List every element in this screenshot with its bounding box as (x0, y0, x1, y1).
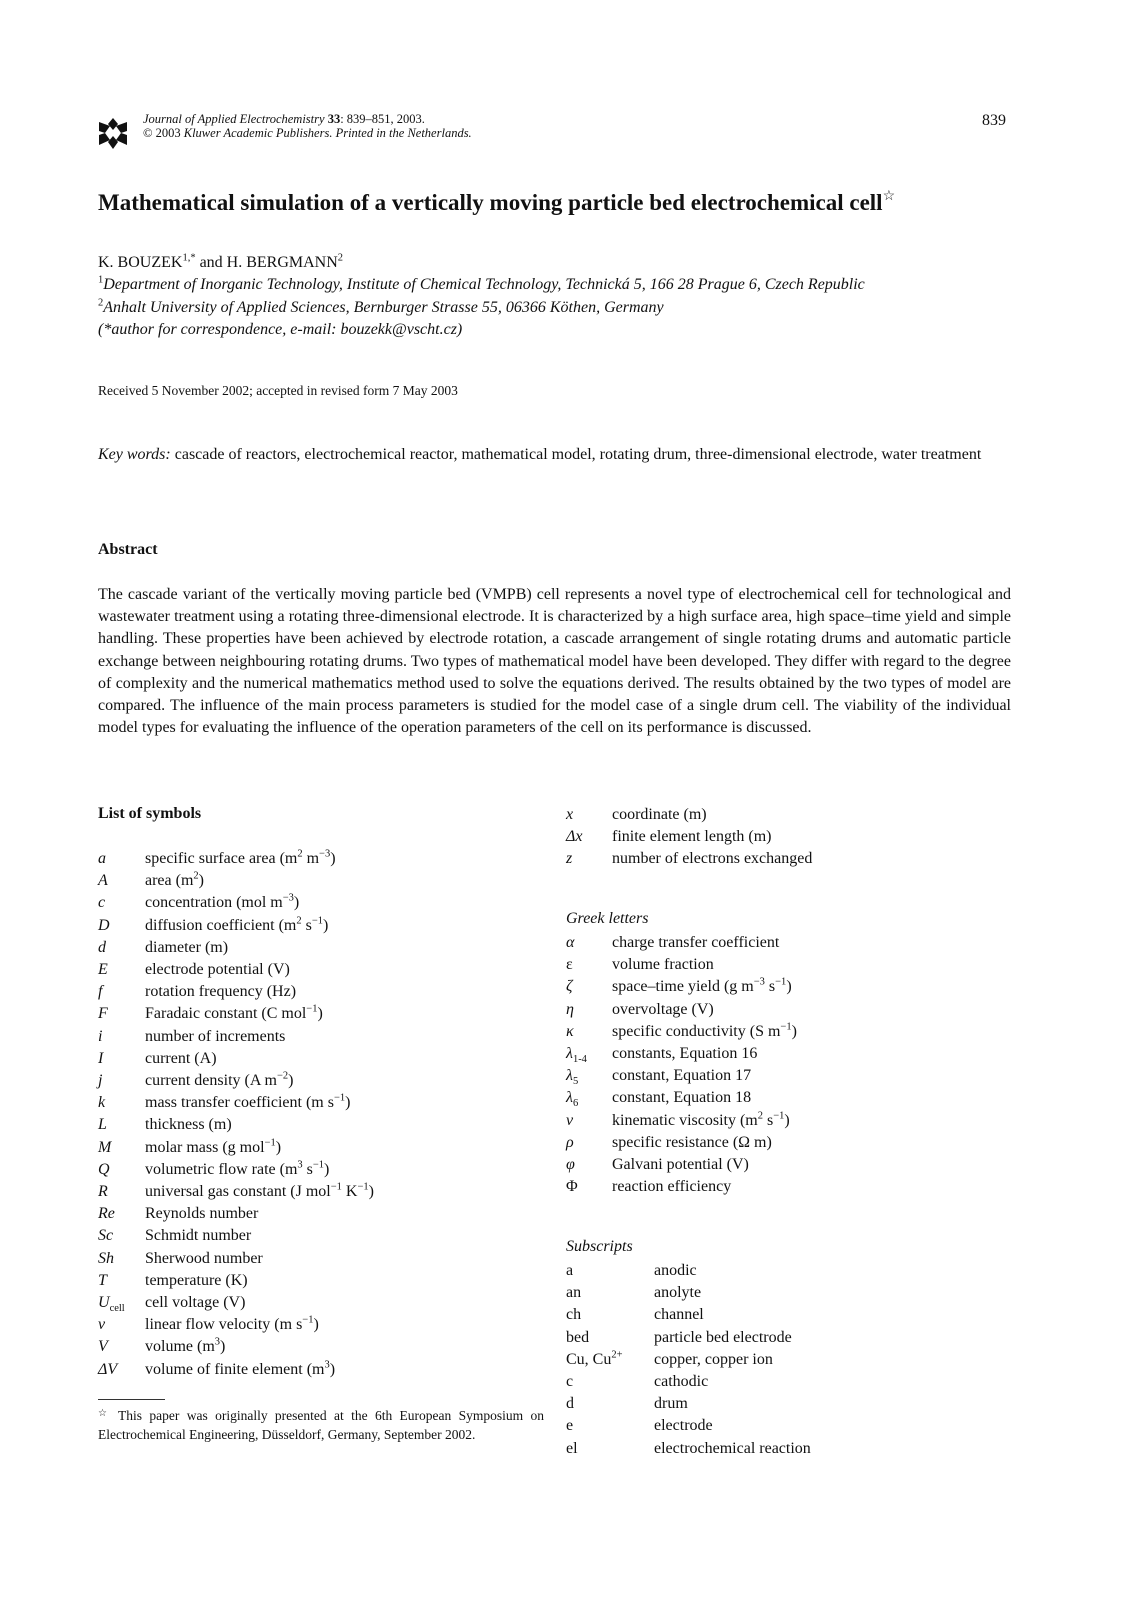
symbol-description: Galvani potential (V) (612, 1156, 749, 1174)
list-item (566, 999, 797, 1021)
symbol: ΔV (98, 1360, 118, 1378)
symbol: L (98, 1116, 107, 1134)
symbol-description (145, 1092, 350, 1114)
desc-text: current density (A m (145, 1072, 277, 1090)
desc-text: ) (317, 1005, 323, 1023)
keywords-text: cascade of reactors, electrochemical reactor, mathematical model, rotating drum, three-dimensional electrode, water treatment (170, 446, 982, 463)
symbol-sub: 6 (572, 1098, 579, 1110)
author-line (98, 252, 343, 274)
desc-sup: 2 (193, 870, 199, 882)
symbol: A (98, 872, 108, 890)
desc-text: K (341, 1183, 358, 1201)
journal-citation (143, 112, 472, 140)
list-item (98, 1114, 374, 1136)
greek-letters-list (566, 932, 797, 1198)
desc-sup: −1 (773, 1110, 785, 1122)
symbol-description: thickness (m) (145, 1116, 232, 1134)
affiliation-2-marker: 2 (98, 297, 104, 309)
desc-text: Faradaic constant (C mol (145, 1005, 307, 1023)
desc-text: s (302, 1160, 313, 1178)
desc-sup: −1 (312, 1159, 325, 1171)
list-item (98, 1092, 374, 1114)
symbol-sub: 1-4 (572, 1054, 587, 1066)
copyright-year: © 2003 (143, 126, 181, 140)
desc-text: ) (198, 872, 204, 890)
symbol: E (98, 961, 108, 979)
list-item (566, 954, 797, 976)
list-item (98, 937, 374, 959)
journal-name: Journal of Applied Electrochemistry (143, 112, 325, 126)
desc-text: m (302, 850, 320, 867)
symbol-description: anolyte (654, 1284, 702, 1302)
list-item (98, 1159, 374, 1181)
affiliation-2 (98, 297, 1011, 320)
symbol-description: electrochemical reaction (654, 1439, 811, 1457)
symbol-description: charge transfer coefficient (612, 934, 780, 951)
symbol: j (98, 1072, 103, 1090)
symbol-sub: 5 (572, 1076, 579, 1088)
desc-text: ) (288, 1072, 294, 1090)
symbol-base: λ (566, 1045, 573, 1063)
desc-sup: −1 (264, 1137, 276, 1149)
desc-sup: −1 (302, 1314, 314, 1326)
symbol-description (145, 1159, 329, 1181)
symbol: ε (566, 956, 573, 974)
keywords (98, 444, 1011, 467)
list-item (566, 1087, 797, 1109)
symbol-description: Reynolds number (145, 1205, 259, 1223)
symbol-description: specific resistance (Ω m) (612, 1133, 772, 1151)
list-item (98, 1026, 374, 1048)
desc-sup: −1 (780, 1021, 792, 1033)
list-item (566, 804, 812, 826)
desc-text: ) (330, 850, 336, 867)
symbol-description (145, 1314, 319, 1336)
list-item (566, 1176, 797, 1198)
author-and: and (195, 254, 227, 271)
symbol-description: current (A) (145, 1049, 217, 1067)
desc-text: ) (786, 978, 792, 996)
symbol-description (145, 1070, 293, 1092)
symbol: d (566, 1395, 574, 1413)
subscripts-heading: Subscripts (566, 1238, 633, 1255)
list-item (566, 1327, 811, 1349)
symbol: bed (566, 1328, 590, 1346)
author-1-marker: 1,* (182, 252, 196, 264)
desc-sup: 2 (757, 1110, 763, 1122)
symbol-description: number of increments (145, 1027, 286, 1045)
symbol (566, 1087, 612, 1109)
list-item (566, 1110, 797, 1132)
symbol-list-column-2 (566, 804, 812, 871)
symbol: α (566, 934, 575, 951)
symbol-description (145, 915, 328, 937)
symbol-base: λ (566, 1067, 573, 1085)
list-item (566, 1043, 797, 1065)
desc-sup: −1 (357, 1181, 369, 1193)
desc-sup: −3 (319, 848, 331, 860)
desc-sup: −1 (311, 915, 324, 927)
list-item (566, 848, 812, 870)
symbol-list-column-1 (98, 848, 374, 1381)
symbol: x (566, 806, 574, 823)
desc-text: ) (275, 1138, 282, 1156)
footnote-text: This paper was originally presented at the 6th European Symposium on Electrochemical Engineering, Düsseldorf, Germany, September 2002. (98, 1408, 544, 1442)
desc-text: universal gas constant (J mol (145, 1183, 331, 1201)
desc-text: ) (323, 916, 329, 934)
desc-sup: −1 (306, 1004, 318, 1016)
list-item (566, 1349, 811, 1371)
list-item (566, 1132, 797, 1154)
symbol-description: Schmidt number (145, 1227, 252, 1245)
paper-title-text: Mathematical simulation of a vertically moving particle bed electrochemical cell (98, 190, 883, 215)
symbol-description (612, 976, 792, 998)
desc-text: volume of finite element (m (145, 1360, 325, 1378)
list-item (98, 1248, 374, 1270)
symbol: ν (566, 1111, 574, 1129)
symbol-description (612, 1110, 790, 1132)
desc-sup: 2 (297, 848, 303, 860)
list-item (566, 1154, 797, 1176)
list-item (98, 892, 374, 914)
paper-title (98, 182, 1038, 218)
symbol: an (566, 1284, 582, 1302)
journal-volume: 33 (327, 112, 341, 126)
symbol: V (98, 1338, 108, 1356)
list-item (566, 1021, 797, 1043)
symbol-description: rotation frequency (Hz) (145, 983, 297, 1001)
symbol (98, 1292, 145, 1314)
symbol-description (145, 1336, 225, 1358)
symbol-description: diameter (m) (145, 938, 229, 956)
symbol: el (566, 1439, 578, 1457)
symbol: ζ (566, 978, 573, 996)
list-item (98, 870, 374, 892)
symbol: Δx (566, 828, 583, 846)
symbol: ch (566, 1306, 582, 1324)
desc-sup: −1 (330, 1181, 342, 1193)
desc-sup: 3 (297, 1159, 303, 1171)
symbol: c (566, 1373, 574, 1391)
symbol: I (98, 1049, 104, 1067)
list-item (566, 1393, 811, 1415)
symbol-description (145, 892, 299, 914)
desc-text: space–time yield (g m (612, 978, 754, 996)
symbol: T (98, 1271, 107, 1289)
desc-sup: −1 (775, 977, 787, 989)
symbol: a (566, 1262, 574, 1279)
footnote-star: ☆ (98, 1408, 111, 1419)
list-item (566, 1065, 797, 1087)
symbol-description: cathodic (654, 1373, 709, 1391)
symbol-description: overvoltage (V) (612, 1000, 714, 1018)
list-item (98, 1070, 374, 1092)
list-item (566, 1438, 811, 1460)
symbol-description: copper, copper ion (654, 1350, 773, 1368)
symbol: z (566, 850, 573, 868)
symbol-description: temperature (K) (145, 1271, 248, 1289)
list-item (98, 1003, 374, 1025)
symbol-description (145, 1359, 335, 1381)
symbol: κ (566, 1022, 574, 1040)
list-item (98, 1336, 374, 1358)
symbol-description: constant, Equation 17 (612, 1067, 752, 1085)
desc-sup: −1 (333, 1092, 346, 1104)
symbol-description: coordinate (m) (612, 806, 707, 823)
desc-sup: 2 (296, 915, 302, 927)
affiliation-1-text: Department of Inorganic Technology, Institute of Chemical Technology, Technická 5, 166 28 Prague 6, Czech Republic (103, 276, 865, 293)
symbol: Sc (98, 1227, 114, 1245)
symbol-description: constant, Equation 18 (612, 1089, 752, 1107)
symbol-description: electrode potential (V) (145, 961, 290, 979)
symbol: e (566, 1417, 574, 1435)
list-item (566, 932, 797, 954)
list-item (566, 1282, 811, 1304)
list-item (98, 1225, 374, 1247)
affiliation-2-text: Anhalt University of Applied Sciences, Bernburger Strasse 55, 06366 Köthen, Germany (103, 298, 664, 316)
list-of-symbols-heading: List of symbols (98, 805, 202, 822)
publisher-logo-icon (97, 115, 129, 151)
symbol-description (145, 1181, 374, 1203)
symbol: i (98, 1027, 103, 1045)
list-item (98, 981, 374, 1003)
desc-text: ) (220, 1338, 226, 1356)
desc-text: ) (784, 1111, 790, 1129)
desc-text: mass transfer coefficient (m s (145, 1094, 334, 1112)
list-item (566, 1371, 811, 1393)
list-item (98, 1203, 374, 1225)
symbol-sup: 2+ (611, 1349, 623, 1361)
symbol: φ (566, 1156, 575, 1174)
symbol (566, 1349, 654, 1371)
list-item (98, 915, 374, 937)
author-2: H. BERGMANN (226, 254, 338, 271)
desc-text: ) (324, 1160, 330, 1178)
desc-text: ) (345, 1094, 351, 1112)
abstract-heading: Abstract (98, 541, 158, 558)
symbol (566, 1065, 612, 1087)
author-1: K. BOUZEK (98, 254, 183, 271)
desc-text: specific surface area (m (145, 850, 298, 867)
symbol: Φ (566, 1178, 578, 1196)
desc-sup: 3 (214, 1337, 221, 1349)
symbol-description: number of electrons exchanged (612, 850, 813, 868)
symbol: F (98, 1005, 108, 1023)
list-item (98, 1181, 374, 1203)
desc-text: s (301, 916, 312, 934)
list-item (566, 1415, 811, 1437)
list-item (566, 1260, 811, 1282)
symbol: a (98, 850, 106, 867)
list-item (566, 976, 797, 998)
symbol-description: drum (654, 1395, 688, 1413)
desc-text: specific conductivity (S m (612, 1022, 781, 1040)
desc-text: concentration (mol m (145, 894, 283, 912)
list-item (98, 1137, 374, 1159)
desc-text: volumetric flow rate (m (145, 1160, 298, 1178)
desc-sup: −3 (282, 893, 294, 905)
affiliation-1-marker: 1 (98, 274, 104, 286)
desc-text: ) (293, 894, 300, 912)
desc-text: s (764, 978, 776, 996)
list-item (566, 1304, 811, 1326)
symbol-description (145, 1003, 323, 1025)
symbol: f (98, 983, 103, 1001)
symbol (566, 1043, 612, 1065)
desc-text: ) (313, 1316, 319, 1334)
list-item (98, 959, 374, 981)
symbol: η (566, 1000, 574, 1018)
abstract-text: The cascade variant of the vertically moving particle bed (VMPB) cell represents a novel type of electrochemical cell for technological and wastewater treatment using a rotating three-dimensional electrode. It is characterized by a high surface area, high space–time yield and simple handling. These properties have been achieved by electrode rotation, a cascade arrangement of single rotating drums and automatic particle exchange between neighbouring rotating drums. Two types of mathematical model have been developed. They differ with regard to the degree of complexity and the numerical mathematics method used to solve the equations derived. The results obtained by the two types of model are compared. The influence of the main process parameters is studied for the model case of a single drum cell. The viability of the individual model types for evaluating the influence of the operation parameters of the cell on its performance is discussed. (98, 586, 1011, 737)
list-item (98, 1359, 374, 1381)
desc-text: ) (329, 1360, 336, 1378)
symbol: c (98, 894, 106, 912)
list-item (98, 1314, 374, 1336)
desc-text: s (763, 1111, 774, 1129)
symbol-description: Sherwood number (145, 1249, 263, 1267)
journal-pages: : 839–851, 2003. (340, 112, 425, 126)
symbol-base: Cu, Cu (566, 1350, 612, 1368)
symbol: Q (98, 1160, 110, 1178)
list-item (566, 826, 812, 848)
list-item (98, 1048, 374, 1070)
symbol: Re (98, 1205, 115, 1223)
desc-text: ) (791, 1022, 797, 1040)
desc-text: kinematic viscosity (m (612, 1111, 758, 1129)
subscripts-list (566, 1260, 811, 1460)
correspondence-line: (*author for correspondence, e-mail: bouzekk@vscht.cz) (98, 321, 463, 338)
received-dates: Received 5 November 2002; accepted in revised form 7 May 2003 (98, 383, 458, 398)
page-number: 839 (982, 112, 1006, 129)
desc-text: area (m (145, 872, 194, 890)
symbol-description: particle bed electrode (654, 1328, 792, 1346)
symbol: k (98, 1094, 106, 1112)
desc-sup: −3 (753, 977, 765, 989)
symbol: R (98, 1183, 108, 1201)
keywords-label: Key words: (98, 446, 171, 463)
footnote (98, 1404, 544, 1444)
symbol: D (98, 916, 110, 934)
symbol-description (145, 870, 204, 892)
symbol-description (145, 1137, 281, 1159)
greek-letters-heading: Greek letters (566, 910, 649, 927)
symbol-description: anodic (654, 1262, 697, 1279)
list-item (98, 1270, 374, 1292)
list-item (98, 848, 374, 870)
author-2-marker: 2 (337, 252, 344, 264)
desc-sup: −2 (276, 1070, 289, 1082)
symbol-description: channel (654, 1306, 704, 1324)
symbol: v (98, 1316, 106, 1334)
affiliations (98, 274, 1011, 342)
affiliation-1 (98, 274, 1011, 297)
footnote-divider (98, 1399, 165, 1400)
publisher-line: Kluwer Academic Publishers. Printed in the Netherlands. (183, 126, 472, 140)
title-footnote-star: ☆ (882, 189, 896, 204)
symbol-description (145, 848, 336, 870)
symbol: M (98, 1138, 112, 1156)
symbol-description: volume fraction (612, 956, 714, 974)
symbol-description (612, 1021, 797, 1043)
symbol-description: reaction efficiency (612, 1178, 732, 1196)
list-item (98, 1292, 374, 1314)
symbol-description: finite element length (m) (612, 828, 772, 846)
symbol-base: λ (566, 1089, 573, 1107)
symbol-description: electrode (654, 1417, 713, 1435)
desc-text: diffusion coefficient (m (145, 916, 297, 934)
symbol: ρ (566, 1133, 574, 1151)
desc-text: ) (368, 1183, 374, 1201)
symbol-sub: cell (109, 1303, 125, 1315)
symbol: Sh (98, 1249, 114, 1267)
desc-sup: 3 (324, 1359, 330, 1371)
symbol: d (98, 938, 106, 956)
desc-text: volume (m (145, 1338, 215, 1356)
symbol-description: cell voltage (V) (145, 1294, 246, 1312)
desc-text: linear flow velocity (m s (145, 1316, 303, 1334)
symbol-base: U (98, 1294, 110, 1312)
symbol-description: constants, Equation 16 (612, 1045, 758, 1063)
desc-text: molar mass (g mol (145, 1138, 265, 1156)
